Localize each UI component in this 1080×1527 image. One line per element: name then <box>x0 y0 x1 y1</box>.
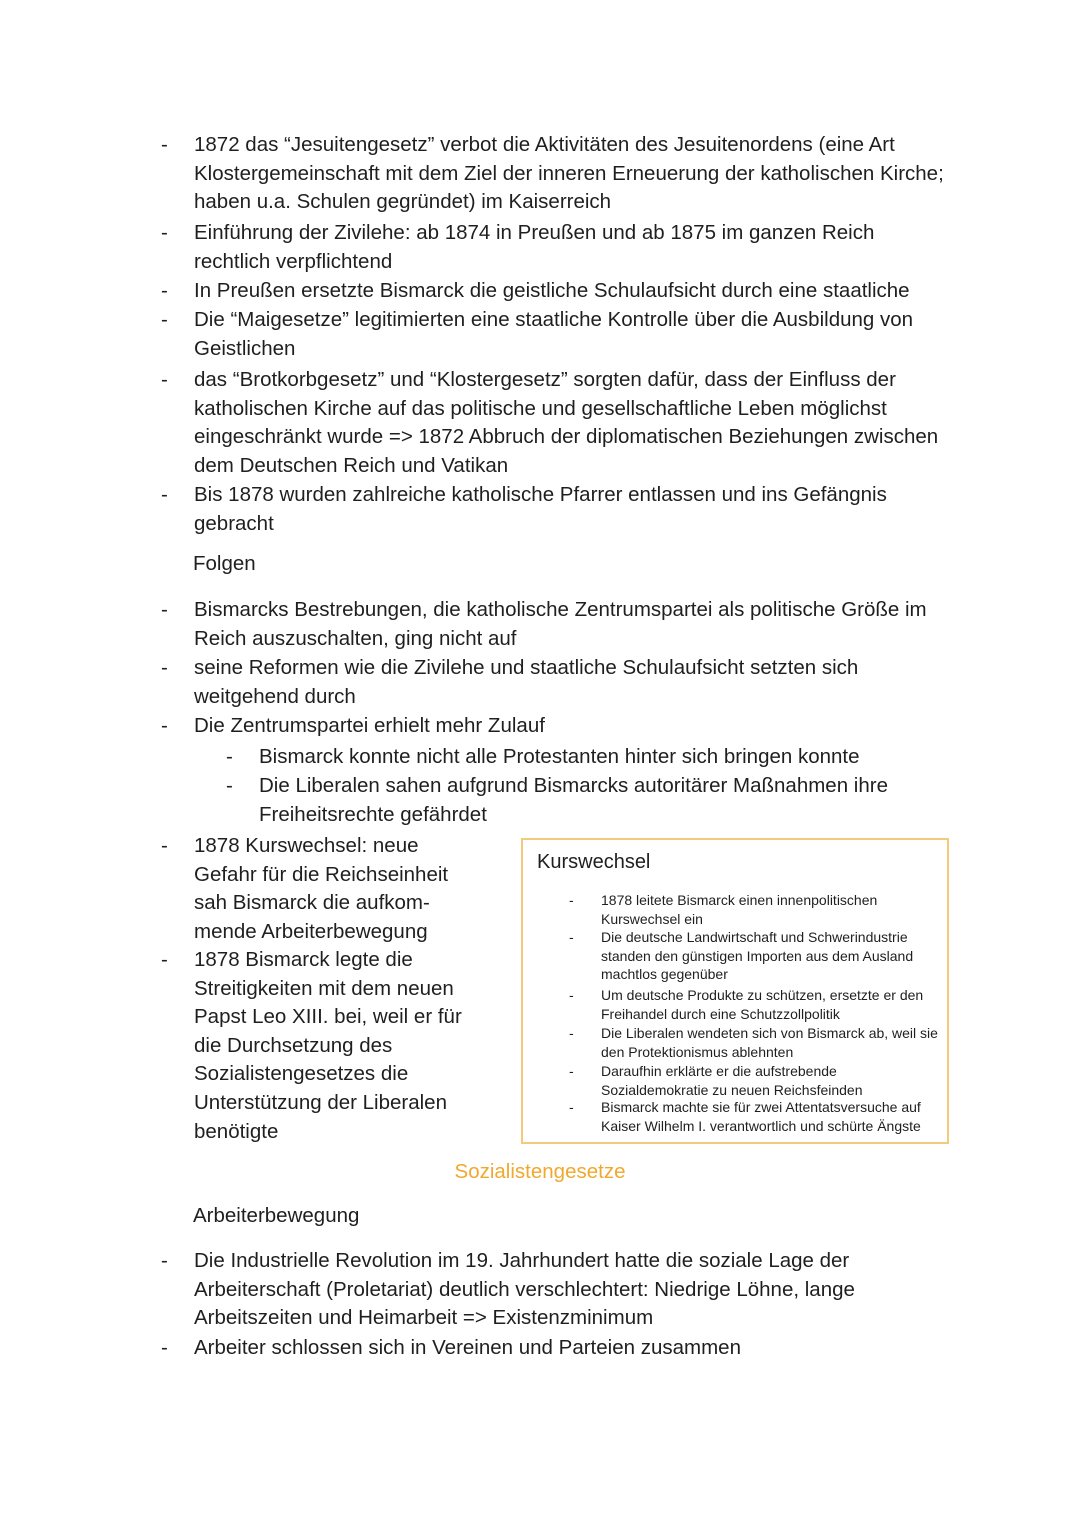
bullet-dash: - <box>161 1249 168 1272</box>
bullet-kurswechsel-1878 <box>161 832 484 946</box>
bullet-papst-leo <box>161 946 494 1146</box>
bullet-text: 1878 Bismarck legte die Streitigkeiten mit dem neuen Papst Leo XIII. bei, weil er für die Durchsetzung des Sozialistengesetzes die Unterstützung der Liberalen benötigte <box>194 948 462 1143</box>
bullet-dash: - <box>161 948 168 971</box>
bullet-dash: - <box>569 892 574 908</box>
bullet-dash: - <box>161 308 168 331</box>
bullet-text: Die Zentrumspartei erhielt mehr Zulauf <box>194 714 545 737</box>
bullet-dash: - <box>569 1099 574 1115</box>
kurswechsel-item-text: Die Liberalen wendeten sich von Bismarck ab, weil sie den Protektionismus ablehnten <box>601 1025 938 1060</box>
bullet-industrielle-revolution <box>161 1247 924 1333</box>
bullet-dash: - <box>161 133 168 156</box>
bullet-text: 1872 das “Jesuitengesetz” verbot die Aktivitäten des Jesuitenordens (eine Art Klostergemeinschaft mit dem Ziel der inneren Erneuerung der katholischen Kirche; haben u.a. Schulen gegründet) im Kaiserreich <box>194 133 944 214</box>
kurswechsel-item-text: Die deutsche Landwirtschaft und Schwerindustrie standen den günstigen Importen aus dem Ausland machtlos gegenüber <box>601 929 914 982</box>
bullet-dash: - <box>161 834 168 857</box>
kurswechsel-item <box>569 1062 941 1099</box>
bullet-vereine-parteien <box>161 1334 934 1363</box>
kurswechsel-item-text: 1878 leitete Bismarck einen innenpolitischen Kurswechsel ein <box>601 892 878 927</box>
bullet-folgen-zulauf <box>161 712 934 741</box>
kurswechsel-item <box>569 1098 941 1135</box>
bullet-dash: - <box>161 714 168 737</box>
kurswechsel-item-text: Bismarck machte sie für zwei Attentatsversuche auf Kaiser Wilhelm I. verantwortlich und schürte Ängste <box>601 1099 921 1134</box>
bullet-jesuitengesetz <box>161 131 954 217</box>
bullet-pfarrer <box>161 481 934 538</box>
bullet-text: Die Liberalen sahen aufgrund Bismarcks autoritärer Maßnahmen ihre Freiheitsrechte gefährdet <box>259 774 888 826</box>
bullet-dash: - <box>569 1063 574 1079</box>
bullet-text: Bis 1878 wurden zahlreiche katholische Pfarrer entlassen und ins Gefängnis gebracht <box>194 483 887 535</box>
kurswechsel-item <box>569 986 941 1023</box>
bullet-dash: - <box>569 987 574 1003</box>
kurswechsel-item <box>569 891 941 928</box>
bullet-text: Die “Maigesetze” legitimierten eine staatliche Kontrolle über die Ausbildung von Geistlichen <box>194 308 914 360</box>
bullet-text: In Preußen ersetzte Bismarck die geistliche Schulaufsicht durch eine staatliche <box>194 279 910 302</box>
bullet-text: seine Reformen wie die Zivilehe und staatliche Schulaufsicht setzten sich weitgehend durch <box>194 656 859 708</box>
kurswechsel-item-text: Daraufhin erklärte er die aufstrebende Sozialdemokratie zu neuen Reichsfeinden <box>601 1063 863 1098</box>
bullet-zivilehe <box>161 219 934 276</box>
bullet-schulaufsicht <box>161 277 974 306</box>
subbullet-protestanten <box>226 743 939 772</box>
kurswechsel-item <box>569 928 941 984</box>
bullet-folgen-reformen <box>161 654 934 711</box>
subbullet-liberale <box>226 772 939 829</box>
bullet-maigesetze <box>161 306 934 363</box>
bullet-text: Bismarck konnte nicht alle Protestanten hinter sich bringen konnte <box>259 745 860 768</box>
kurswechsel-box <box>521 838 949 1144</box>
heading-folgen: Folgen <box>193 552 256 575</box>
bullet-dash: - <box>569 1025 574 1041</box>
bullet-text: Arbeiter schlossen sich in Vereinen und Parteien zusammen <box>194 1336 741 1359</box>
bullet-dash: - <box>161 656 168 679</box>
heading-arbeiterbewegung: Arbeiterbewegung <box>193 1204 360 1227</box>
bullet-dash: - <box>161 598 168 621</box>
section-heading-sozialistengesetze: Sozialistengesetze <box>454 1160 626 1183</box>
bullet-text: Einführung der Zivilehe: ab 1874 in Preußen und ab 1875 im ganzen Reich rechtlich verpflichtend <box>194 221 875 273</box>
bullet-dash: - <box>161 368 168 391</box>
bullet-dash: - <box>161 483 168 506</box>
bullet-text: Die Industrielle Revolution im 19. Jahrhundert hatte die soziale Lage der Arbeiterschaft (Proletariat) deutlich verschlechtert: Niedrige Löhne, lange Arbeitszeiten und Heimarbeit => Existenzminimum <box>194 1249 855 1330</box>
bullet-dash: - <box>226 774 233 797</box>
kurswechsel-item <box>569 1024 941 1061</box>
bullet-dash: - <box>161 221 168 244</box>
bullet-dash: - <box>161 279 168 302</box>
bullet-text: 1878 Kurswechsel: neue Gefahr für die Reichseinheit sah Bismarck die aufkom- mende Arbeiterbewegung <box>194 834 449 943</box>
bullet-text: das “Brotkorbgesetz” und “Klostergesetz” sorgten dafür, dass der Einfluss der katholischen Kirche auf das politische und gesellschaftliche Leben möglichst eingeschränkt wurde => 1872 Abbruch der diplomatischen Beziehungen zwischen dem Deutschen Reich und Vatikan <box>194 368 939 477</box>
bullet-brotkorbgesetz <box>161 366 954 480</box>
bullet-dash: - <box>569 929 574 945</box>
bullet-dash: - <box>161 1336 168 1359</box>
kurswechsel-box-title: Kurswechsel <box>537 851 651 873</box>
kurswechsel-item-text: Um deutsche Produkte zu schützen, ersetzte er den Freihandel durch eine Schutzzollpolitik <box>601 987 924 1022</box>
bullet-text: Bismarcks Bestrebungen, die katholische Zentrumspartei als politische Größe im Reich auszuschalten, ging nicht auf <box>194 598 927 650</box>
bullet-folgen-zentrum <box>161 596 954 653</box>
bullet-dash: - <box>226 745 233 768</box>
